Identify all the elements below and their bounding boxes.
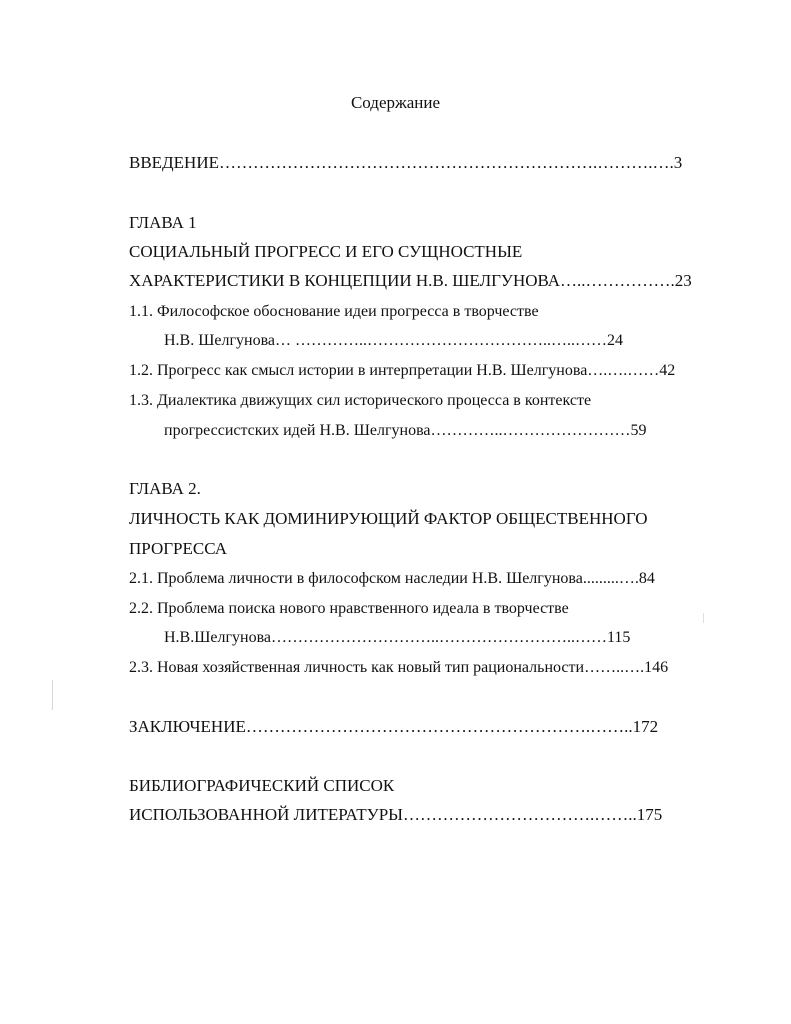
toc-section-2-2-line1: 2.2. Проблема поиска нового нравственного идеала в творчестве xyxy=(129,600,569,617)
chapter1-title-line1: СОЦИАЛЬНЫЙ ПРОГРЕСС И ЕГО СУЩНОСТНЫЕ xyxy=(129,242,523,261)
chapter2-title-line1: ЛИЧНОСТЬ КАК ДОМИНИРУЮЩИЙ ФАКТОР ОБЩЕСТВЕННОГО xyxy=(129,509,648,528)
chapter2-title-line2: ПРОГРЕССА xyxy=(129,539,227,558)
bibliography-line2: ИСПОЛЬЗОВАННОЙ ЛИТЕРАТУРЫ…………………………….……..175 xyxy=(129,805,663,824)
toc-section-1-1-line1: 1.1. Философское обоснование идеи прогресса в творчестве xyxy=(129,303,539,320)
toc-section-1-2: 1.2. Прогресс как смысл истории в интерпретации Н.В. Шелгунова….….……42 xyxy=(129,362,676,379)
toc-section-1-1-line2: Н.В. Шелгунова… …………..……………………………..…..……24 xyxy=(164,332,624,349)
bibliography-line1: БИБЛИОГРАФИЧЕСКИЙ СПИСОК xyxy=(129,776,395,795)
toc-entry-conclusion: ЗАКЛЮЧЕНИЕ…………………………………………………….……..172 xyxy=(129,717,659,736)
toc-section-2-2-line2: Н.В.Шелгунова…………………………..……………………..……115 xyxy=(164,629,631,646)
scan-margin-mark xyxy=(52,680,53,710)
toc-section-1-3-line2: прогрессистских идей Н.В. Шелгунова…………..……………………59 xyxy=(164,422,647,439)
toc-section-2-1: 2.1. Проблема личности в философском наследии Н.В. Шелгунова.........….84 xyxy=(129,570,655,587)
chapter1-label: ГЛАВА 1 xyxy=(129,213,197,232)
toc-section-1-3-line1: 1.3. Диалектика движущих сил исторического процесса в контексте xyxy=(129,392,592,409)
toc-title: Содержание xyxy=(350,93,441,112)
scan-margin-mark xyxy=(703,613,704,623)
chapter2-label: ГЛАВА 2. xyxy=(129,479,201,498)
chapter1-title-line2: ХАРАКТЕРИСТИКИ В КОНЦЕПЦИИ Н.В. ШЕЛГУНОВА…..…………….23 xyxy=(129,271,692,290)
toc-section-2-3: 2.3. Новая хозяйственная личность как новый тип рациональности……..….146 xyxy=(129,659,669,676)
toc-entry-intro: ВВЕДЕНИЕ………………………………………………………….……….….3 xyxy=(129,153,683,172)
